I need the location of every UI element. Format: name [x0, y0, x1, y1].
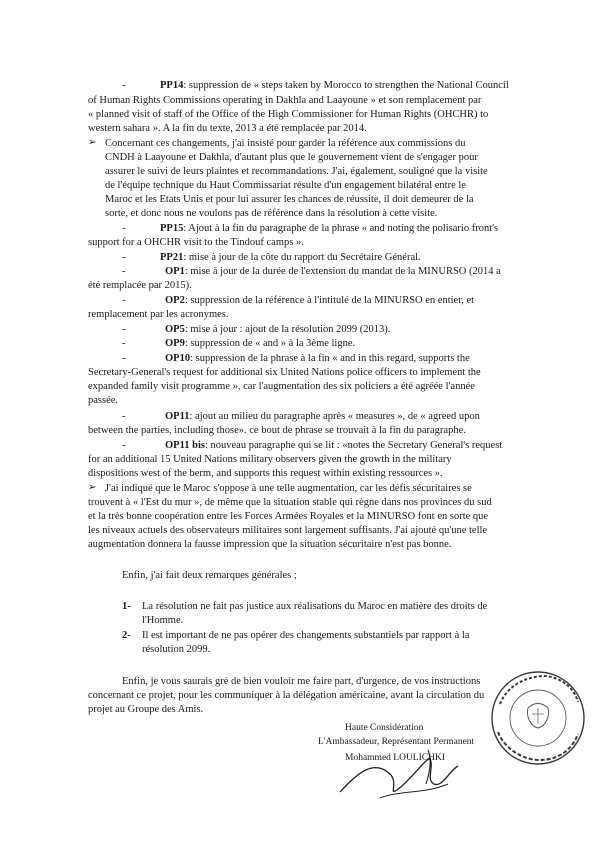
- op9-dash: -: [122, 338, 126, 349]
- op10-code: OP10: [165, 353, 191, 364]
- remark-1-line-2: l'Homme.: [142, 615, 184, 626]
- op10-line-3: expanded family visit programme », car l'augmentation des six policiers a été agréée l'année: [88, 381, 475, 392]
- op1-line-1: [165, 265, 501, 278]
- arrow-bullet-icon: ➢: [88, 482, 97, 493]
- pp14-dash: -: [122, 80, 126, 91]
- arrow-bullet-icon: ➢: [88, 137, 97, 148]
- op2-code: OP2: [165, 295, 185, 306]
- op10-line-4: passée.: [88, 395, 119, 406]
- op2-text-1: : suppression de la référence à l'intitulé de la MINURSO en entier, et: [184, 295, 475, 306]
- closing-line-3: projet au Groupe des Amis.: [88, 704, 204, 715]
- note1-line-3: assurer le suivi de leurs plaintes et recommandations. J'ai, également, souligné que la visite: [105, 166, 488, 177]
- pp14-line-4: western sahara ». A la fin du texte, 2013 a été remplacée par 2014.: [88, 123, 367, 134]
- embassy-seal-stamp: [488, 668, 588, 768]
- signature-name: Mohammed LOULICHKI: [345, 753, 445, 763]
- op1-dash: -: [122, 266, 126, 277]
- handwritten-signature: [330, 740, 480, 810]
- op11bis-code: OP11 bis: [165, 440, 205, 451]
- op5-code: OP5: [165, 324, 185, 335]
- op5-dash: -: [122, 324, 126, 335]
- op11-code: OP11: [165, 411, 190, 422]
- pp21-code: PP21: [160, 252, 184, 263]
- pp15-line-2: support for a OHCHR visit to the Tindouf camps ».: [88, 237, 304, 248]
- remark-2-num: 2-: [122, 630, 131, 641]
- op11bis-dash: -: [122, 440, 126, 451]
- op11-line-2: between the parties, including those». ce bout de phrase se trouvait à la fin du paragraphe.: [88, 425, 466, 436]
- op11bis-text-1: : nouveau paragraphe qui se lit : «notes the Secretary General's request: [204, 440, 503, 451]
- pp14-line-3: « planned visit of staff of the Office of the High Commissioner for Human Rights (OHCHR) to: [88, 109, 489, 120]
- op11bis-line-3: dispositions west of the berm, and supports this request within existing ressources ».: [88, 468, 443, 479]
- note2-line-1: J'ai indiqué que le Maroc s'oppose à une telle augmentation, car les défis sécuritaires se: [105, 483, 472, 494]
- signature-title: L'Ambassadeur, Représentant Permanent: [318, 737, 475, 747]
- remark-1-num: 1-: [122, 601, 131, 612]
- op5-text: : mise à jour : ajout de la résolution 2099 (2013).: [184, 324, 391, 335]
- op10-text-1: : suppression de la phrase à la fin « and in this regard, supports the: [190, 353, 470, 364]
- remark-2-line-1: Il est important de ne pas opérer des changements substantiels par rapport à la: [142, 630, 470, 641]
- note2-line-3: et la très bonne coopération entre les Forces Armées Royales et la MINURSO font en sorte que: [88, 511, 489, 522]
- op9-line: [165, 337, 355, 350]
- note1-line-5: Maroc et les Etats Unis et pour lui assurer les chances de réussite, il doit demeurer de la: [105, 194, 474, 205]
- pp21-text: : mise à jour de la côte du rapport du Secrétaire Général.: [183, 252, 421, 263]
- op11bis-line-2: for an additional 15 United Nations military observers given the growth in the military: [88, 454, 452, 465]
- note1-line-6: sorte, et donc nous ne voulons pas de référence dans la résolution à cette visite.: [105, 208, 438, 219]
- closing-line-2: concernant ce projet, pour les communiquer à la délégation américaine, avant la circulation du: [88, 690, 485, 701]
- remarks-intro: Enfin, j'ai fait deux remarques générales ;: [122, 570, 297, 581]
- op1-line-2: été remplacée par 2015).: [88, 280, 192, 291]
- pp15-code: PP15: [160, 223, 184, 234]
- remark-2-line-2: résolution 2099.: [142, 644, 211, 655]
- op9-code: OP9: [165, 338, 185, 349]
- pp15-line-1: [160, 222, 498, 235]
- op1-code: OP1: [165, 266, 185, 277]
- pp15-text-1: : Ajout à la fin du paragraphe de la phrase « and noting the polisario front's: [183, 223, 499, 234]
- pp14-code: PP14: [160, 80, 184, 91]
- note1-line-4: de l'équipe technique du Haut Commissariat résulte d'un engagement bilatéral entre le: [105, 180, 466, 191]
- pp21-dash: -: [122, 252, 126, 263]
- op2-dash: -: [122, 295, 126, 306]
- op2-line-1: [165, 294, 474, 307]
- note2-line-4: les niveaux actuels des observateurs militaires sont largement suffisants. J'ai ajouté qu'une telle: [88, 525, 488, 536]
- op10-line-2: Secretary-General's request for additional six United Nations police officers to implement the: [88, 367, 481, 378]
- op11-text-1: : ajout au milieu du paragraphe après « measures », de « agreed upon: [189, 411, 480, 422]
- pp14-line-2: of Human Rights Commissions operating in Dakhla and Laayoune » et son remplacement par: [88, 95, 482, 106]
- op9-text: : suppression de « and » à la 3ème ligne.: [184, 338, 356, 349]
- pp21-line: [160, 251, 421, 264]
- op1-text-1: : mise à jour de la durée de l'extension du mandat de la MINURSO (2014 a: [184, 266, 501, 277]
- note2-line-2: trouvent à « l'Est du mur », de même que la situation stable qui règne dans nos provinces du sud: [88, 497, 492, 508]
- op5-line: [165, 323, 390, 336]
- op11bis-line-1: [165, 439, 502, 452]
- pp14-text-1: : suppression de « steps taken by Morocco to strengthen the National Council: [183, 80, 509, 91]
- op11-line-1: [165, 410, 480, 423]
- pp15-dash: -: [122, 223, 126, 234]
- op10-dash: -: [122, 353, 126, 364]
- op2-line-2: remplacement par les acronymes.: [88, 309, 229, 320]
- closing-line-1: Enfin, je vous saurais gré de bien vouloir me faire part, d'urgence, de vos instructions: [122, 676, 481, 687]
- signature-regards: Haute Considération: [345, 723, 424, 733]
- note1-line-2: CNDH à Laayoune et Dakhla, d'autant plus que le gouvernement vient de s'engager pour: [105, 152, 478, 163]
- note2-line-5: augmentation donnera la fausse impression que la situation sécuritaire n'est pas bonne.: [88, 539, 452, 550]
- note1-line-1: Concernant ces changements, j'ai insisté pour garder la référence aux commissions du: [105, 138, 466, 149]
- pp14-line-1: [160, 79, 509, 92]
- op11-dash: -: [122, 411, 126, 422]
- op10-line-1: [165, 352, 470, 365]
- remark-1-line-1: La résolution ne fait pas justice aux réalisations du Maroc en matière des droits de: [142, 601, 488, 612]
